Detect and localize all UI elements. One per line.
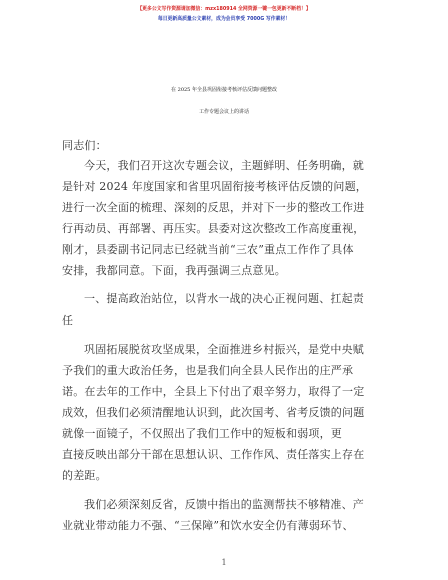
promo-banner-line-2: 每日更新高质量公文素材，成为会员享受 7000G 写作素材！ (157, 16, 291, 22)
body-line: 就像一面镜子，不仅照出了我们工作中的短板和弱项，更 (62, 427, 342, 440)
body-line: 诺。在去年的工作中，全县上下付出了艰辛努力，取得了一定 (62, 385, 365, 398)
body-line: 今天，我们召开这次专题会议，主题鲜明、任务明确，就 (84, 159, 364, 172)
body-line: 的差距。 (62, 469, 107, 482)
page-number: 1 (221, 558, 227, 567)
body-line: 行再动员、再部署、再压实。县委对这次整改工作高度重视， (62, 222, 365, 235)
greeting: 同志们： (62, 139, 107, 152)
body-line: 我们必须深刻反省，反馈中指出的监测帮扶不够精准、产 (84, 498, 364, 511)
document-title-line-1: 在 2025 年全县巩固衔接考核评估反馈问题整改 (171, 87, 277, 93)
document-title-line-2: 工作专题会议上的讲话 (198, 109, 249, 115)
body-line: 业就业带动能力不强、“三保障”和饮水安全仍有薄弱环节、 (62, 519, 354, 532)
section-heading-line: 任 (62, 314, 74, 327)
body-line: 安排，我都同意。下面，我再强调三点意见。 (62, 264, 286, 277)
body-line: 成效，但我们必须清醒地认识到，此次国考、省考反馈的问题 (62, 406, 365, 419)
body-line: 予我们的重大政治任务，也是我们向全县人民作出的庄严承 (62, 364, 354, 377)
body-line: 刚才，县委副书记同志已经就当前“三农”重点工作作了具体 (62, 243, 354, 256)
section-heading-line: 一、提高政治站位，以背水一战的决心正视问题、扛起责 (84, 292, 364, 305)
body-line: 直接反映出部分干部在思想认识、工作作风、责任落实上存在 (62, 448, 365, 461)
promo-banner-line-1: 【更多公文写作资源请加微信：mzx180914 全网资源一键一包更新不断档！】 (137, 6, 311, 12)
body-line: 进行一次全面的梳理、深刻的反思，并对下一步的整改工作进 (62, 201, 365, 214)
body-line: 是针对 2024 年度国家和省里巩固衔接考核评估反馈的问题， (62, 180, 367, 193)
body-line: 巩固拓展脱贫攻坚成果，全面推进乡村振兴，是党中央赋 (84, 343, 364, 356)
